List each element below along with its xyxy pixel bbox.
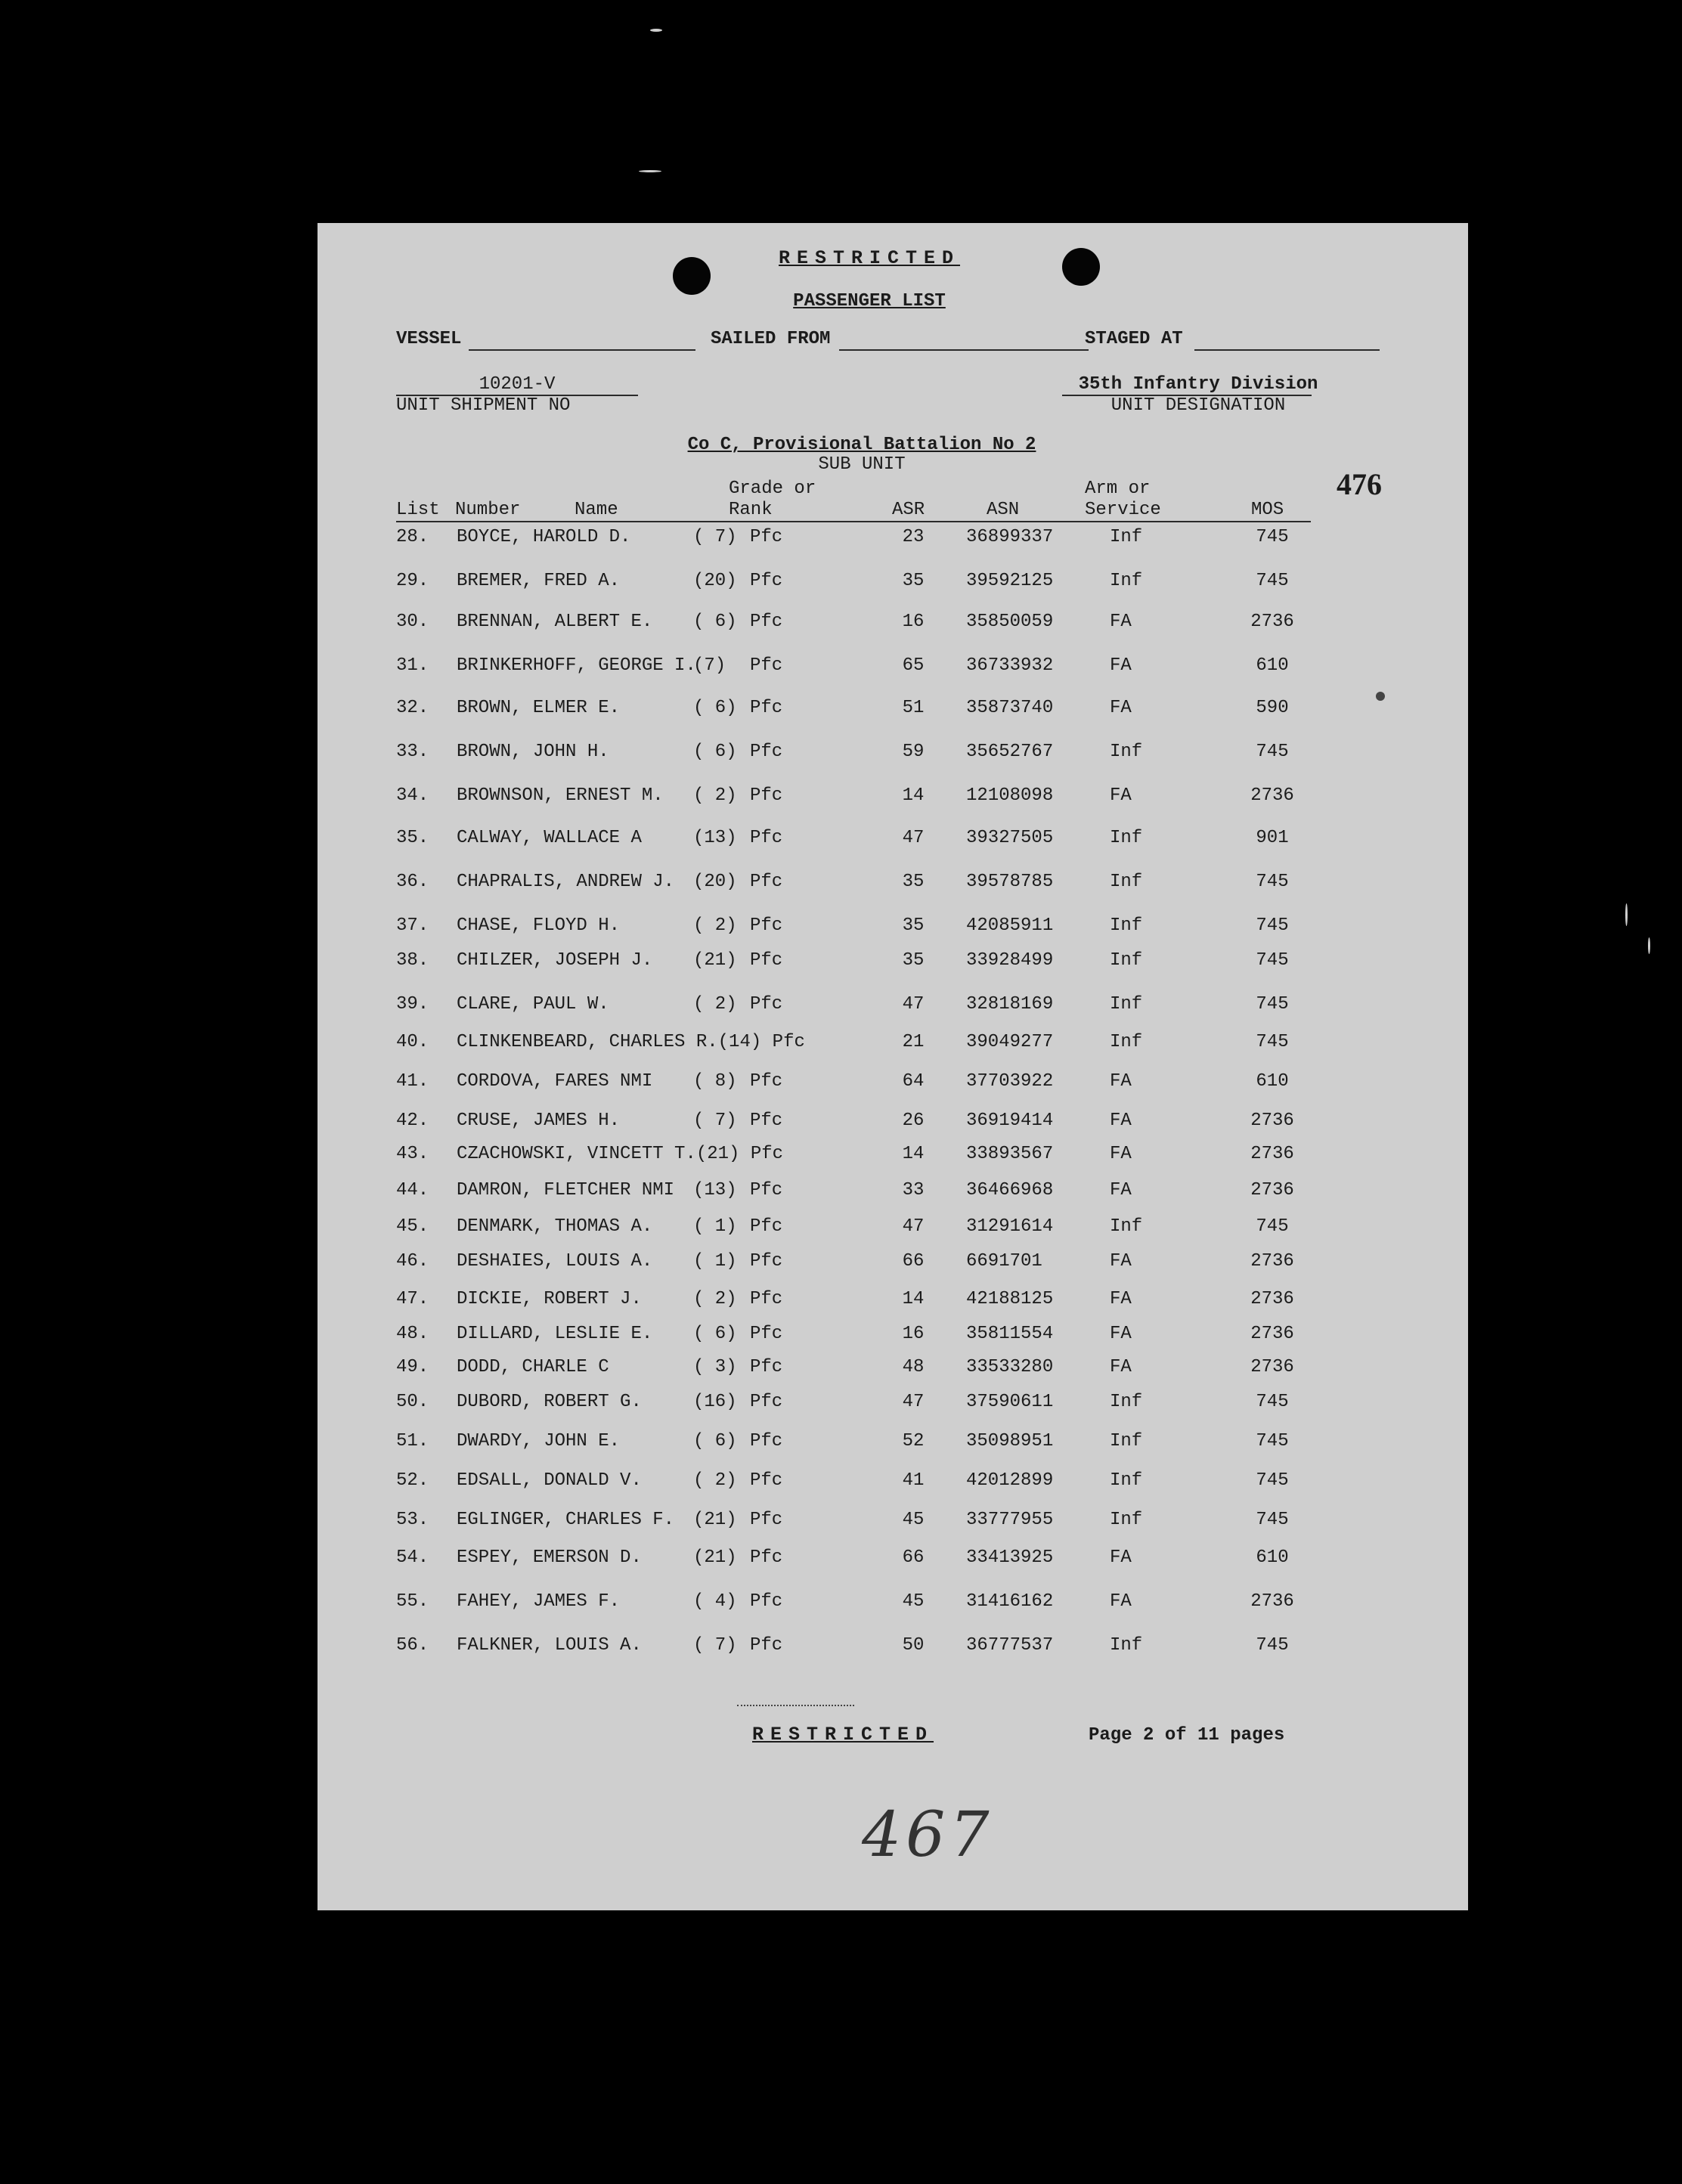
unit-designation-label: UNIT DESIGNATION bbox=[1110, 395, 1286, 416]
footer-dots bbox=[737, 1705, 854, 1706]
sailed-from-label: SAILED FROM bbox=[711, 329, 831, 349]
row-list-number: 41. bbox=[396, 1071, 429, 1092]
row-mos: 745 bbox=[1256, 915, 1289, 936]
row-grade: ( 1) bbox=[693, 1251, 737, 1272]
staged-at-label: STAGED AT bbox=[1085, 329, 1183, 349]
row-mos: 2736 bbox=[1250, 1591, 1294, 1612]
row-arm-service: FA bbox=[1110, 1547, 1132, 1568]
row-name: BRINKERHOFF, GEORGE I. bbox=[457, 655, 696, 676]
row-arm-service: Inf bbox=[1110, 571, 1143, 591]
table-row bbox=[318, 1111, 1468, 1141]
row-arm-service: Inf bbox=[1110, 742, 1143, 762]
row-list-number: 29. bbox=[396, 571, 429, 591]
row-arm-service: FA bbox=[1110, 1251, 1132, 1272]
row-mos: 2736 bbox=[1250, 1289, 1294, 1309]
row-grade: ( 4) bbox=[693, 1591, 737, 1612]
table-row bbox=[318, 1635, 1468, 1665]
row-grade: ( 8) bbox=[693, 1071, 737, 1092]
row-arm-service: FA bbox=[1110, 655, 1132, 676]
row-list-number: 30. bbox=[396, 612, 429, 632]
table-row bbox=[318, 1251, 1468, 1281]
row-asr: 14 bbox=[902, 1289, 925, 1309]
row-list-number: 51. bbox=[396, 1431, 429, 1451]
row-asn: 36899337 bbox=[966, 527, 1054, 547]
row-arm-service: Inf bbox=[1110, 872, 1143, 892]
row-arm-service: Inf bbox=[1110, 1510, 1143, 1530]
row-mos: 745 bbox=[1256, 1510, 1289, 1530]
table-row bbox=[318, 571, 1468, 601]
row-asr: 16 bbox=[902, 612, 925, 632]
col-grade-line1: Grade or bbox=[729, 479, 816, 499]
col-number: Number bbox=[455, 500, 521, 520]
row-rank: Pfc bbox=[750, 1324, 783, 1344]
row-rank: Pfc bbox=[750, 1431, 783, 1451]
row-grade: ( 7) bbox=[693, 527, 737, 547]
row-grade: ( 6) bbox=[693, 1431, 737, 1451]
col-asr: ASR bbox=[892, 500, 925, 520]
row-rank: Pfc bbox=[750, 1289, 783, 1309]
row-mos: 745 bbox=[1256, 1470, 1289, 1491]
row-asr: 45 bbox=[902, 1591, 925, 1612]
row-name: DESHAIES, LOUIS A. bbox=[457, 1251, 653, 1272]
row-arm-service: Inf bbox=[1110, 1431, 1143, 1451]
row-arm-service: FA bbox=[1110, 1071, 1132, 1092]
sub-unit-label: SUB UNIT bbox=[818, 454, 906, 475]
row-list-number: 43. bbox=[396, 1144, 429, 1164]
row-asn: 33413925 bbox=[966, 1547, 1054, 1568]
row-mos: 2736 bbox=[1250, 1251, 1294, 1272]
sub-unit-value: Co C, Provisional Battalion No 2 bbox=[687, 435, 1036, 455]
row-arm-service: FA bbox=[1110, 1289, 1132, 1309]
restricted-header: RESTRICTED bbox=[778, 247, 961, 269]
row-rank: Pfc bbox=[750, 655, 783, 676]
row-asn: 33893567 bbox=[966, 1144, 1054, 1164]
row-name: CORDOVA, FARES NMI bbox=[457, 1071, 653, 1092]
row-mos: 2736 bbox=[1250, 1144, 1294, 1164]
row-asn: 42188125 bbox=[966, 1289, 1054, 1309]
row-mos: 901 bbox=[1256, 828, 1289, 848]
row-asn: 35652767 bbox=[966, 742, 1054, 762]
row-asr: 21 bbox=[902, 1032, 925, 1052]
row-name: CHAPRALIS, ANDREW J. bbox=[457, 872, 675, 892]
row-asn: 42085911 bbox=[966, 915, 1054, 936]
col-asn: ASN bbox=[987, 500, 1020, 520]
row-asr: 33 bbox=[902, 1180, 925, 1200]
row-list-number: 36. bbox=[396, 872, 429, 892]
row-asr: 50 bbox=[902, 1635, 925, 1656]
row-list-number: 37. bbox=[396, 915, 429, 936]
row-mos: 2736 bbox=[1250, 612, 1294, 632]
table-row bbox=[318, 1431, 1468, 1461]
row-rank: Pfc bbox=[750, 1547, 783, 1568]
row-arm-service: FA bbox=[1110, 612, 1132, 632]
row-mos: 745 bbox=[1256, 1032, 1289, 1052]
row-arm-service: Inf bbox=[1110, 527, 1143, 547]
dust-mark bbox=[639, 170, 661, 172]
row-rank: Pfc bbox=[750, 1591, 783, 1612]
row-name: CLINKENBEARD, CHARLES R.(14) Pfc bbox=[457, 1032, 805, 1052]
row-rank: Pfc bbox=[750, 1111, 783, 1131]
table-row bbox=[318, 1470, 1468, 1501]
row-asn: 37590611 bbox=[966, 1392, 1054, 1412]
row-asn: 6691701 bbox=[966, 1251, 1042, 1272]
row-rank: Pfc bbox=[750, 785, 783, 806]
row-asr: 35 bbox=[902, 950, 925, 971]
table-row bbox=[318, 527, 1468, 557]
row-mos: 745 bbox=[1256, 1392, 1289, 1412]
row-arm-service: Inf bbox=[1110, 994, 1143, 1015]
table-row bbox=[318, 1510, 1468, 1540]
row-name: FALKNER, LOUIS A. bbox=[457, 1635, 642, 1656]
row-grade: (7) bbox=[693, 655, 726, 676]
page-info: Page 2 of 11 pages bbox=[1089, 1725, 1285, 1746]
row-asr: 45 bbox=[902, 1510, 925, 1530]
table-row bbox=[318, 950, 1468, 980]
row-name: DILLARD, LESLIE E. bbox=[457, 1324, 653, 1344]
row-mos: 745 bbox=[1256, 994, 1289, 1015]
punch-hole-right bbox=[1062, 248, 1100, 286]
table-row bbox=[318, 1547, 1468, 1578]
row-grade: ( 3) bbox=[693, 1357, 737, 1377]
row-asr: 35 bbox=[902, 571, 925, 591]
unit-shipment-label: UNIT SHIPMENT NO bbox=[396, 395, 571, 416]
row-arm-service: FA bbox=[1110, 1324, 1132, 1344]
row-list-number: 50. bbox=[396, 1392, 429, 1412]
row-list-number: 33. bbox=[396, 742, 429, 762]
row-rank: Pfc bbox=[750, 828, 783, 848]
row-grade: (16) bbox=[693, 1392, 737, 1412]
table-row bbox=[318, 1591, 1468, 1622]
row-asr: 16 bbox=[902, 1324, 925, 1344]
row-mos: 745 bbox=[1256, 571, 1289, 591]
row-asn: 31416162 bbox=[966, 1591, 1054, 1612]
row-asn: 39049277 bbox=[966, 1032, 1054, 1052]
row-rank: Pfc bbox=[750, 1510, 783, 1530]
restricted-footer: RESTRICTED bbox=[752, 1724, 934, 1746]
row-name: DENMARK, THOMAS A. bbox=[457, 1216, 653, 1237]
row-mos: 745 bbox=[1256, 1635, 1289, 1656]
row-list-number: 38. bbox=[396, 950, 429, 971]
table-row bbox=[318, 655, 1468, 686]
row-asr: 35 bbox=[902, 872, 925, 892]
table-row bbox=[318, 828, 1468, 858]
passenger-list-title: PASSENGER LIST bbox=[793, 291, 946, 311]
row-list-number: 28. bbox=[396, 527, 429, 547]
row-arm-service: FA bbox=[1110, 785, 1132, 806]
row-mos: 745 bbox=[1256, 950, 1289, 971]
row-list-number: 46. bbox=[396, 1251, 429, 1272]
row-name: BRENNAN, ALBERT E. bbox=[457, 612, 653, 632]
row-asr: 47 bbox=[902, 994, 925, 1015]
row-arm-service: FA bbox=[1110, 698, 1132, 718]
row-list-number: 47. bbox=[396, 1289, 429, 1309]
row-rank: Pfc bbox=[750, 698, 783, 718]
row-name: EGLINGER, CHARLES F. bbox=[457, 1510, 675, 1530]
sailed-from-blank-line bbox=[839, 349, 1089, 351]
row-name: CZACHOWSKI, VINCETT T.(21) Pfc bbox=[457, 1144, 784, 1164]
row-grade: ( 1) bbox=[693, 1216, 737, 1237]
row-mos: 745 bbox=[1256, 872, 1289, 892]
row-asr: 23 bbox=[902, 527, 925, 547]
row-arm-service: FA bbox=[1110, 1180, 1132, 1200]
row-name: BOYCE, HAROLD D. bbox=[457, 527, 631, 547]
table-row bbox=[318, 698, 1468, 728]
row-grade: ( 2) bbox=[693, 1289, 737, 1309]
row-rank: Pfc bbox=[750, 742, 783, 762]
row-asr: 41 bbox=[902, 1470, 925, 1491]
row-name: DODD, CHARLE C bbox=[457, 1357, 609, 1377]
table-row bbox=[318, 612, 1468, 642]
row-asr: 47 bbox=[902, 1216, 925, 1237]
table-row bbox=[318, 785, 1468, 816]
row-arm-service: FA bbox=[1110, 1111, 1132, 1131]
row-list-number: 48. bbox=[396, 1324, 429, 1344]
row-asr: 52 bbox=[902, 1431, 925, 1451]
row-arm-service: FA bbox=[1110, 1591, 1132, 1612]
row-name: CLARE, PAUL W. bbox=[457, 994, 609, 1015]
row-mos: 2736 bbox=[1250, 1111, 1294, 1131]
row-name: BROWN, ELMER E. bbox=[457, 698, 621, 718]
row-asn: 35811554 bbox=[966, 1324, 1054, 1344]
row-list-number: 49. bbox=[396, 1357, 429, 1377]
row-asn: 32818169 bbox=[966, 994, 1054, 1015]
row-mos: 610 bbox=[1256, 1071, 1289, 1092]
stamped-page-number: 476 bbox=[1337, 467, 1382, 501]
row-asn: 35873740 bbox=[966, 698, 1054, 718]
table-row bbox=[318, 1032, 1468, 1062]
row-name: CHILZER, JOSEPH J. bbox=[457, 950, 653, 971]
table-row bbox=[318, 872, 1468, 902]
handwritten-number: 467 bbox=[862, 1799, 994, 1871]
header-rule bbox=[396, 521, 1311, 522]
row-arm-service: Inf bbox=[1110, 828, 1143, 848]
row-asr: 51 bbox=[902, 698, 925, 718]
row-asn: 33533280 bbox=[966, 1357, 1054, 1377]
row-name: BREMER, FRED A. bbox=[457, 571, 621, 591]
row-name: CALWAY, WALLACE A bbox=[457, 828, 642, 848]
row-grade: ( 7) bbox=[693, 1111, 737, 1131]
row-grade: (20) bbox=[693, 571, 737, 591]
row-name: CRUSE, JAMES H. bbox=[457, 1111, 621, 1131]
row-rank: Pfc bbox=[750, 1635, 783, 1656]
row-arm-service: Inf bbox=[1110, 950, 1143, 971]
row-grade: ( 2) bbox=[693, 785, 737, 806]
row-rank: Pfc bbox=[750, 950, 783, 971]
table-row bbox=[318, 1289, 1468, 1319]
row-name: DWARDY, JOHN E. bbox=[457, 1431, 621, 1451]
row-list-number: 42. bbox=[396, 1111, 429, 1131]
row-grade: ( 2) bbox=[693, 1470, 737, 1491]
row-grade: (20) bbox=[693, 872, 737, 892]
row-grade: (13) bbox=[693, 1180, 737, 1200]
row-name: BROWN, JOHN H. bbox=[457, 742, 609, 762]
row-rank: Pfc bbox=[750, 915, 783, 936]
paper-speck bbox=[1376, 692, 1385, 701]
row-list-number: 34. bbox=[396, 785, 429, 806]
unit-designation-value: 35th Infantry Division bbox=[1078, 374, 1318, 395]
row-arm-service: FA bbox=[1110, 1144, 1132, 1164]
col-grade-line2: Rank bbox=[729, 500, 773, 520]
row-asn: 12108098 bbox=[966, 785, 1054, 806]
row-mos: 745 bbox=[1256, 527, 1289, 547]
row-mos: 610 bbox=[1256, 655, 1289, 676]
row-rank: Pfc bbox=[750, 872, 783, 892]
row-asr: 64 bbox=[902, 1071, 925, 1092]
row-list-number: 39. bbox=[396, 994, 429, 1015]
row-name: DICKIE, ROBERT J. bbox=[457, 1289, 642, 1309]
table-row bbox=[318, 1216, 1468, 1247]
row-rank: Pfc bbox=[750, 1180, 783, 1200]
row-name: DAMRON, FLETCHER NMI bbox=[457, 1180, 675, 1200]
row-asn: 35098951 bbox=[966, 1431, 1054, 1451]
row-rank: Pfc bbox=[750, 1071, 783, 1092]
row-asn: 39327505 bbox=[966, 828, 1054, 848]
row-grade: ( 7) bbox=[693, 1635, 737, 1656]
row-list-number: 55. bbox=[396, 1591, 429, 1612]
row-grade: ( 6) bbox=[693, 1324, 737, 1344]
row-grade: (21) bbox=[693, 1510, 737, 1530]
row-asr: 35 bbox=[902, 915, 925, 936]
table-row bbox=[318, 994, 1468, 1024]
row-grade: (13) bbox=[693, 828, 737, 848]
row-grade: ( 2) bbox=[693, 994, 737, 1015]
row-mos: 745 bbox=[1256, 742, 1289, 762]
col-arm-line1: Arm or bbox=[1085, 479, 1151, 499]
row-grade: ( 6) bbox=[693, 698, 737, 718]
row-mos: 745 bbox=[1256, 1216, 1289, 1237]
col-mos: MOS bbox=[1251, 500, 1284, 520]
row-mos: 590 bbox=[1256, 698, 1289, 718]
row-grade: ( 6) bbox=[693, 612, 737, 632]
table-row bbox=[318, 1144, 1468, 1174]
row-rank: Pfc bbox=[750, 1357, 783, 1377]
row-asn: 33777955 bbox=[966, 1510, 1054, 1530]
document-page bbox=[318, 223, 1468, 1910]
row-asn: 36733932 bbox=[966, 655, 1054, 676]
dust-mark bbox=[1648, 937, 1650, 954]
row-arm-service: FA bbox=[1110, 1357, 1132, 1377]
row-rank: Pfc bbox=[750, 612, 783, 632]
dust-mark bbox=[650, 29, 662, 32]
row-asn: 36777537 bbox=[966, 1635, 1054, 1656]
row-rank: Pfc bbox=[750, 1251, 783, 1272]
dust-mark bbox=[1625, 903, 1628, 926]
row-arm-service: Inf bbox=[1110, 1392, 1143, 1412]
row-grade: ( 6) bbox=[693, 742, 737, 762]
row-arm-service: Inf bbox=[1110, 1635, 1143, 1656]
row-grade: ( 2) bbox=[693, 915, 737, 936]
col-name: Name bbox=[575, 500, 618, 520]
row-name: CHASE, FLOYD H. bbox=[457, 915, 621, 936]
row-name: BROWNSON, ERNEST M. bbox=[457, 785, 664, 806]
row-grade: (21) bbox=[693, 950, 737, 971]
table-row bbox=[318, 915, 1468, 946]
row-list-number: 53. bbox=[396, 1510, 429, 1530]
row-asn: 31291614 bbox=[966, 1216, 1054, 1237]
row-asr: 59 bbox=[902, 742, 925, 762]
row-mos: 2736 bbox=[1250, 1324, 1294, 1344]
row-list-number: 40. bbox=[396, 1032, 429, 1052]
row-rank: Pfc bbox=[750, 1470, 783, 1491]
row-list-number: 52. bbox=[396, 1470, 429, 1491]
row-asn: 36919414 bbox=[966, 1111, 1054, 1131]
row-asr: 14 bbox=[902, 785, 925, 806]
row-mos: 610 bbox=[1256, 1547, 1289, 1568]
staged-at-blank-line bbox=[1194, 349, 1380, 351]
row-asn: 39592125 bbox=[966, 571, 1054, 591]
row-mos: 2736 bbox=[1250, 785, 1294, 806]
row-rank: Pfc bbox=[750, 527, 783, 547]
row-name: DUBORD, ROBERT G. bbox=[457, 1392, 642, 1412]
row-list-number: 32. bbox=[396, 698, 429, 718]
col-list: List bbox=[396, 500, 440, 520]
row-asn: 42012899 bbox=[966, 1470, 1054, 1491]
row-list-number: 44. bbox=[396, 1180, 429, 1200]
row-list-number: 54. bbox=[396, 1547, 429, 1568]
row-list-number: 56. bbox=[396, 1635, 429, 1656]
row-asn: 37703922 bbox=[966, 1071, 1054, 1092]
row-asr: 47 bbox=[902, 828, 925, 848]
table-row bbox=[318, 742, 1468, 772]
row-mos: 2736 bbox=[1250, 1357, 1294, 1377]
row-mos: 745 bbox=[1256, 1431, 1289, 1451]
table-row bbox=[318, 1324, 1468, 1354]
row-grade: (21) bbox=[693, 1547, 737, 1568]
row-list-number: 31. bbox=[396, 655, 429, 676]
col-arm-line2: Service bbox=[1085, 500, 1161, 520]
table-row bbox=[318, 1392, 1468, 1422]
row-name: EDSALL, DONALD V. bbox=[457, 1470, 642, 1491]
row-list-number: 35. bbox=[396, 828, 429, 848]
row-rank: Pfc bbox=[750, 1392, 783, 1412]
row-asn: 33928499 bbox=[966, 950, 1054, 971]
row-asr: 66 bbox=[902, 1547, 925, 1568]
row-arm-service: Inf bbox=[1110, 1470, 1143, 1491]
row-asn: 36466968 bbox=[966, 1180, 1054, 1200]
row-rank: Pfc bbox=[750, 994, 783, 1015]
vessel-blank-line bbox=[469, 349, 695, 351]
unit-shipment-no-value: 10201-V bbox=[479, 374, 556, 395]
row-asr: 48 bbox=[902, 1357, 925, 1377]
row-asr: 65 bbox=[902, 655, 925, 676]
table-row bbox=[318, 1180, 1468, 1210]
row-asn: 39578785 bbox=[966, 872, 1054, 892]
row-mos: 2736 bbox=[1250, 1180, 1294, 1200]
row-asr: 66 bbox=[902, 1251, 925, 1272]
row-arm-service: Inf bbox=[1110, 1032, 1143, 1052]
row-asr: 47 bbox=[902, 1392, 925, 1412]
row-list-number: 45. bbox=[396, 1216, 429, 1237]
vessel-label: VESSEL bbox=[396, 329, 462, 349]
row-arm-service: Inf bbox=[1110, 915, 1143, 936]
row-asr: 14 bbox=[902, 1144, 925, 1164]
row-asn: 35850059 bbox=[966, 612, 1054, 632]
row-arm-service: Inf bbox=[1110, 1216, 1143, 1237]
table-row bbox=[318, 1071, 1468, 1101]
row-asr: 26 bbox=[902, 1111, 925, 1131]
row-rank: Pfc bbox=[750, 571, 783, 591]
row-name: FAHEY, JAMES F. bbox=[457, 1591, 621, 1612]
row-name: ESPEY, EMERSON D. bbox=[457, 1547, 642, 1568]
row-rank: Pfc bbox=[750, 1216, 783, 1237]
table-row bbox=[318, 1357, 1468, 1387]
